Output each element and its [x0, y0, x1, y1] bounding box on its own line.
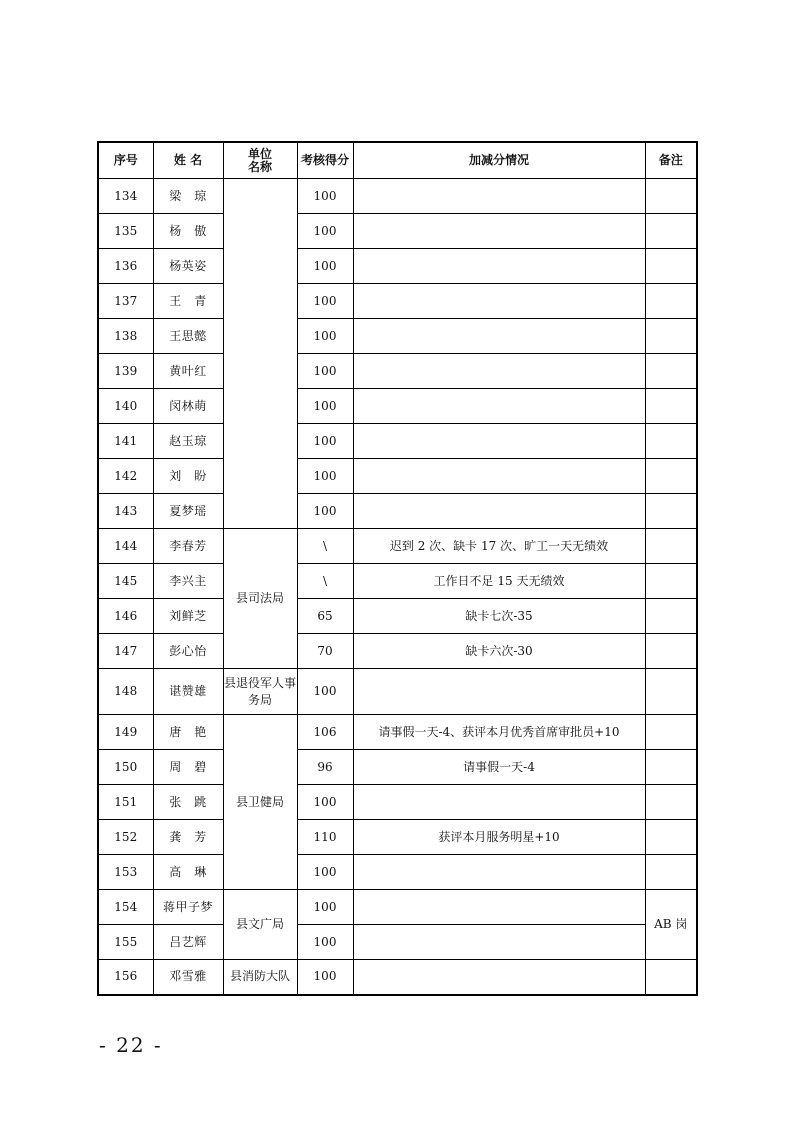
row-score: 100 [297, 389, 353, 424]
row-name: 龚 芳 [153, 820, 223, 855]
table-row [98, 669, 697, 715]
row-name: 赵玉琼 [153, 424, 223, 459]
row-score: 100 [297, 494, 353, 529]
row-score: 100 [297, 354, 353, 389]
row-remark [645, 960, 697, 995]
row-seq: 145 [98, 564, 153, 599]
row-score: \ [297, 564, 353, 599]
row-notes [353, 214, 645, 249]
row-score: 110 [297, 820, 353, 855]
row-score: 96 [297, 750, 353, 785]
table-row [98, 179, 697, 214]
row-name: 闵林萌 [153, 389, 223, 424]
row-seq: 149 [98, 715, 153, 750]
row-remark [645, 424, 697, 459]
row-notes [353, 459, 645, 494]
unit-cell-fire: 县消防大队 [223, 960, 297, 995]
row-notes [353, 249, 645, 284]
row-notes [353, 319, 645, 354]
table-row [98, 960, 697, 995]
row-remark [645, 459, 697, 494]
row-seq: 152 [98, 820, 153, 855]
header-unit-line1: 单位 [247, 146, 272, 161]
row-notes [353, 785, 645, 820]
row-name: 李春芳 [153, 529, 223, 564]
table-row [98, 925, 697, 960]
row-remark [645, 249, 697, 284]
header-score: 考核得分 [297, 142, 353, 179]
row-seq: 148 [98, 669, 153, 715]
row-notes [353, 494, 645, 529]
row-notes [353, 960, 645, 995]
unit-cell-judicial: 县司法局 [223, 529, 297, 669]
row-score: 100 [297, 669, 353, 715]
row-notes [353, 389, 645, 424]
row-notes [353, 925, 645, 960]
row-seq: 137 [98, 284, 153, 319]
row-remark [645, 284, 697, 319]
row-score: \ [297, 529, 353, 564]
table-row [98, 424, 697, 459]
header-remark: 备注 [645, 142, 697, 179]
row-score: 100 [297, 459, 353, 494]
row-score: 100 [297, 179, 353, 214]
row-score: 100 [297, 284, 353, 319]
row-name: 张 跳 [153, 785, 223, 820]
table-row [98, 494, 697, 529]
row-remark [645, 214, 697, 249]
row-notes [353, 890, 645, 925]
row-seq: 142 [98, 459, 153, 494]
row-remark [645, 599, 697, 634]
row-remark [645, 855, 697, 890]
row-score: 100 [297, 424, 353, 459]
unit-cell-health: 县卫健局 [223, 715, 297, 890]
row-seq: 156 [98, 960, 153, 995]
row-name: 李兴主 [153, 564, 223, 599]
row-notes: 缺卡七次-35 [353, 599, 645, 634]
table-row [98, 750, 697, 785]
table-row [98, 564, 697, 599]
row-remark [645, 389, 697, 424]
header-seq: 序号 [98, 142, 153, 179]
row-name: 刘鲜芝 [153, 599, 223, 634]
row-notes: 请事假一天-4 [353, 750, 645, 785]
row-name: 高 琳 [153, 855, 223, 890]
table-row [98, 855, 697, 890]
row-remark [645, 354, 697, 389]
header-notes: 加减分情况 [353, 142, 645, 179]
row-seq: 134 [98, 179, 153, 214]
row-name: 夏梦瑶 [153, 494, 223, 529]
row-seq: 143 [98, 494, 153, 529]
header-unit [223, 142, 297, 179]
header-unit-line2: 名称 [247, 159, 272, 174]
row-score: 100 [297, 960, 353, 995]
row-seq: 146 [98, 599, 153, 634]
row-seq: 155 [98, 925, 153, 960]
row-remark [645, 494, 697, 529]
row-remark [645, 669, 697, 715]
row-name: 蒋甲子梦 [153, 890, 223, 925]
row-name: 唐 艳 [153, 715, 223, 750]
row-seq: 153 [98, 855, 153, 890]
remark-ab-post: AB 岗 [645, 890, 697, 960]
row-seq: 151 [98, 785, 153, 820]
table-row [98, 785, 697, 820]
row-remark [645, 529, 697, 564]
row-remark [645, 715, 697, 750]
row-seq: 139 [98, 354, 153, 389]
row-remark [645, 785, 697, 820]
unit-cell-blank [223, 179, 297, 529]
row-name: 吕艺辉 [153, 925, 223, 960]
row-notes: 工作日不足 15 天无绩效 [353, 564, 645, 599]
row-remark [645, 179, 697, 214]
row-seq: 140 [98, 389, 153, 424]
table-row [98, 214, 697, 249]
row-remark [645, 750, 697, 785]
row-name: 王 青 [153, 284, 223, 319]
row-name: 梁 琼 [153, 179, 223, 214]
row-name: 彭心怡 [153, 634, 223, 669]
page-number: - 22 - [99, 1033, 163, 1057]
table-row [98, 820, 697, 855]
row-notes: 获评本月服务明星+10 [353, 820, 645, 855]
row-notes [353, 424, 645, 459]
row-seq: 147 [98, 634, 153, 669]
assessment-table [97, 141, 698, 996]
row-notes: 缺卡六次-30 [353, 634, 645, 669]
row-notes [353, 354, 645, 389]
row-notes: 请事假一天-4、获评本月优秀首席审批员+10 [353, 715, 645, 750]
row-score: 106 [297, 715, 353, 750]
row-seq: 150 [98, 750, 153, 785]
row-name: 王思懿 [153, 319, 223, 354]
row-name: 刘 盼 [153, 459, 223, 494]
row-name: 谌赞雄 [153, 669, 223, 715]
row-seq: 144 [98, 529, 153, 564]
table-row [98, 284, 697, 319]
row-score: 100 [297, 249, 353, 284]
row-name: 周 碧 [153, 750, 223, 785]
row-seq: 141 [98, 424, 153, 459]
table-row [98, 459, 697, 494]
row-score: 65 [297, 599, 353, 634]
row-name: 杨英姿 [153, 249, 223, 284]
row-score: 100 [297, 925, 353, 960]
table-row [98, 529, 697, 564]
table-row [98, 354, 697, 389]
row-seq: 136 [98, 249, 153, 284]
header-row [98, 142, 697, 179]
table-row [98, 715, 697, 750]
row-score: 100 [297, 214, 353, 249]
unit-cell-veterans: 县退役军人事务局 [223, 669, 297, 715]
table-row [98, 890, 697, 925]
row-seq: 154 [98, 890, 153, 925]
row-notes [353, 179, 645, 214]
row-notes [353, 284, 645, 319]
table-row [98, 634, 697, 669]
table-row [98, 599, 697, 634]
table-row [98, 389, 697, 424]
row-seq: 138 [98, 319, 153, 354]
row-notes [353, 669, 645, 715]
header-name: 姓 名 [153, 142, 223, 179]
row-seq: 135 [98, 214, 153, 249]
row-name: 黄叶红 [153, 354, 223, 389]
row-name: 邓雪雅 [153, 960, 223, 995]
row-notes: 迟到 2 次、缺卡 17 次、旷工一天无绩效 [353, 529, 645, 564]
row-remark [645, 319, 697, 354]
row-score: 100 [297, 855, 353, 890]
table-row [98, 319, 697, 354]
row-name: 杨 傲 [153, 214, 223, 249]
row-notes [353, 855, 645, 890]
row-remark [645, 634, 697, 669]
row-remark [645, 564, 697, 599]
row-score: 100 [297, 785, 353, 820]
row-score: 70 [297, 634, 353, 669]
row-remark [645, 820, 697, 855]
row-score: 100 [297, 890, 353, 925]
table-row [98, 249, 697, 284]
row-score: 100 [297, 319, 353, 354]
unit-cell-culture: 县文广局 [223, 890, 297, 960]
